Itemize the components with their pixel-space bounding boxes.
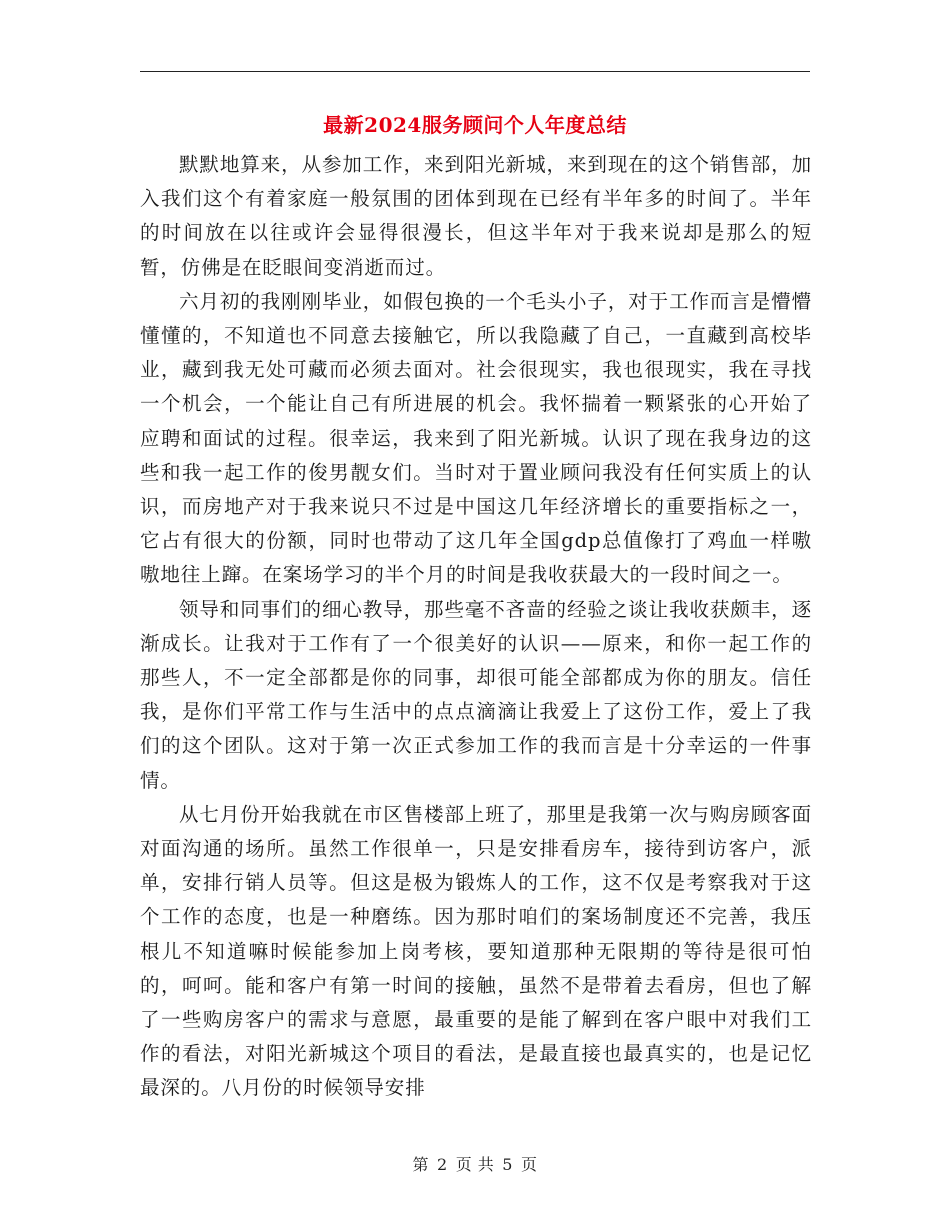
paragraph: 六月初的我刚刚毕业，如假包换的一个毛头小子，对于工作而言是懵懵懂懂的，不知道也不同意去接触它，所以我隐藏了自己，一直藏到高校毕业，藏到我无处可藏而必须去面对。社会很现实，我也很现实，我在寻找一个机会，一个能让自己有所进展的机会。我怀揣着一颗紧张的心开始了应聘和面试的过程。很幸运，我来到了阳光新城。认识了现在我身边的这些和我一起工作的俊男靓女们。当时对于置业顾问我没有任何实质上的认识，而房地产对于我来说只不过是中国这几年经济增长的重要指标之一，它占有很大的份额，同时也带动了这几年全国gdp总值像打了鸡血一样嗷嗷地往上蹿。在案场学习的半个月的时间是我收获最大的一段时间之一。 — [140, 289, 812, 587]
document-body — [140, 148, 812, 1106]
footer-suffix: 页 — [520, 1155, 538, 1174]
page-footer — [0, 1154, 950, 1176]
header-rule — [140, 71, 810, 72]
paragraph: 默默地算来，从参加工作，来到阳光新城，来到现在的这个销售部，加入我们这个有着家庭一般氛围的团体到现在已经有半年多的时间了。半年的时间放在以往或许会显得很漫长，但这半年对于我来说却是那么的短暂，仿佛是在眨眼间变消逝而过。 — [140, 153, 812, 279]
total-pages-number: 5 — [502, 1155, 513, 1174]
paragraph: 领导和同事们的细心教导，那些毫不吝啬的经验之谈让我收获颇丰，逐渐成长。让我对于工作有了一个很美好的认识——原来，和你一起工作的那些人，不一定全部都是你的同事，却很可能全部都成为你的朋友。信任我，是你们平常工作与生活中的点点滴滴让我爱上了这份工作，爱上了我们的这个团队。这对于第一次正式参加工作的我而言是十分幸运的一件事情。 — [140, 597, 812, 792]
document-title: 最新2024服务顾问个人年度总结 — [323, 113, 627, 137]
current-page-number: 2 — [437, 1155, 448, 1174]
footer-middle: 页 共 — [455, 1155, 495, 1174]
footer-prefix: 第 — [412, 1155, 430, 1174]
paragraph: 从七月份开始我就在市区售楼部上班了，那里是我第一次与购房顾客面对面沟通的场所。虽然工作很单一，只是安排看房车，接待到访客户，派单，安排行销人员等。但这是极为锻炼人的工作，这不仅是考察我对于这个工作的态度，也是一种磨练。因为那时咱们的案场制度还不完善，我压根儿不知道嘛时候能参加上岗考核，要知道那种无限期的等待是很可怕的，呵呵。能和客户有第一时间的接触，虽然不是带着去看房，但也了解了一些购房客户的需求与意愿，最重要的是能了解到在客户眼中对我们工作的看法，对阳光新城这个项目的看法，是最直接也最真实的，也是记忆最深的。八月份的时候领导安排 — [140, 802, 812, 1100]
